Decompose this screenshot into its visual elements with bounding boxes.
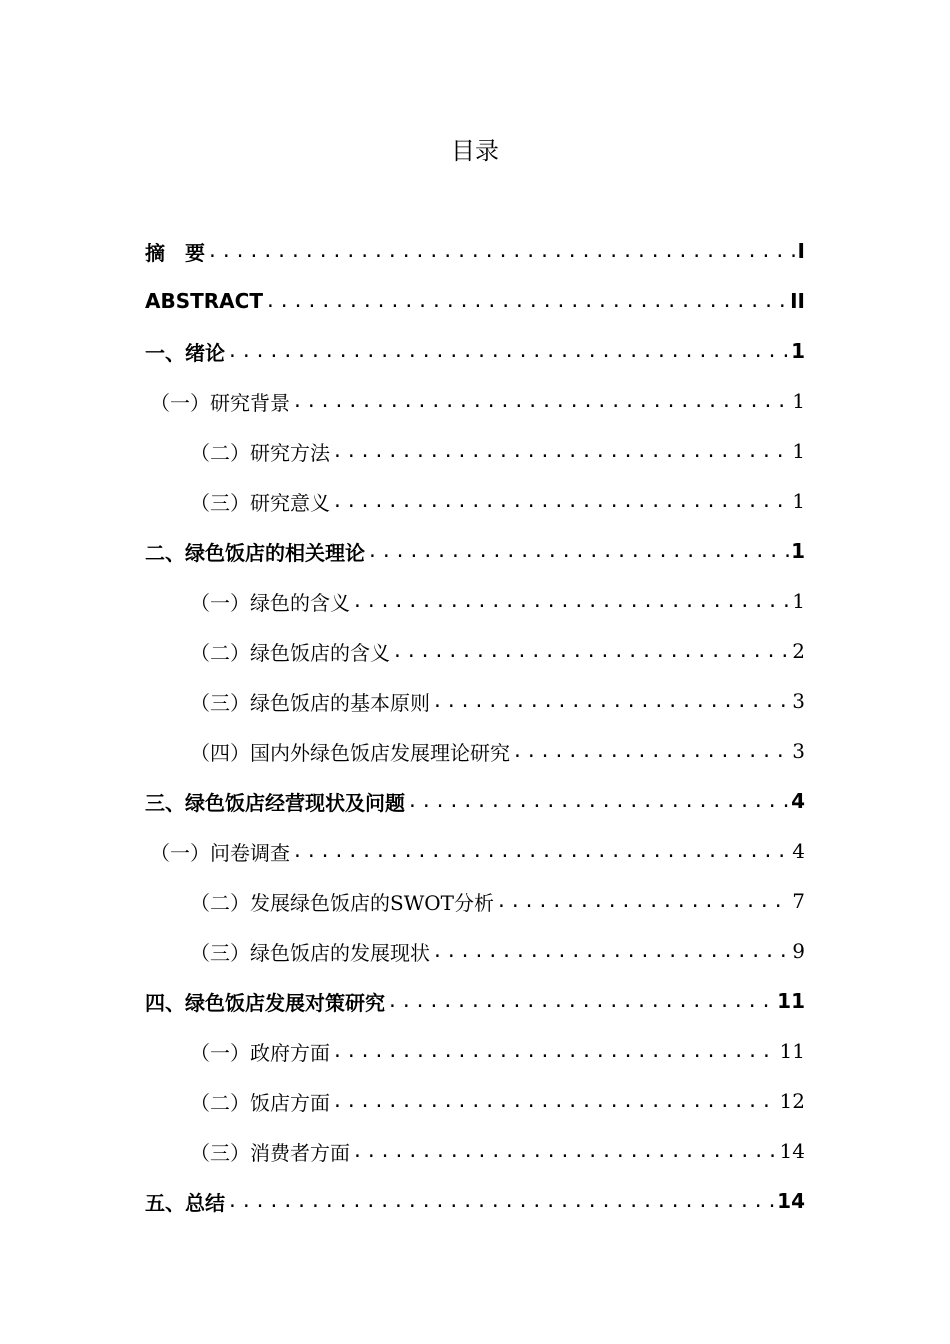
toc-page-number: 1: [792, 389, 805, 413]
toc-entry-label: 五、总结: [145, 1190, 225, 1215]
toc-entry-label: 四、绿色饭店发展对策研究: [145, 990, 385, 1015]
dot-leader: [352, 1141, 778, 1162]
toc-page-number: 2: [792, 639, 805, 663]
toc-page-number: 9: [792, 939, 805, 963]
dot-leader: [352, 591, 790, 612]
dot-leader: [392, 641, 790, 662]
toc-entry[interactable]: [145, 1176, 805, 1226]
toc-entry-label: （二）绿色饭店的含义: [190, 640, 390, 665]
dot-leader: [292, 841, 790, 862]
toc-entry-label: （四）国内外绿色饭店发展理论研究: [190, 740, 510, 765]
toc-entry[interactable]: [190, 1026, 805, 1076]
toc-entry[interactable]: [150, 826, 805, 876]
dot-leader: [332, 491, 790, 512]
toc-entry[interactable]: [150, 376, 805, 426]
toc-page-number: 11: [779, 1039, 805, 1063]
toc-entry-label: （二）饭店方面: [190, 1090, 330, 1115]
toc-entry[interactable]: [190, 626, 805, 676]
toc-page-number: I: [797, 239, 805, 263]
toc-entry[interactable]: [190, 1076, 805, 1126]
toc-entry[interactable]: [145, 526, 805, 576]
toc-page-number: 4: [792, 839, 805, 863]
toc-entry-label: （一）研究背景: [150, 390, 290, 415]
toc-entry[interactable]: [190, 926, 805, 976]
toc-entry[interactable]: [145, 326, 805, 376]
toc-entry-label: （一）政府方面: [190, 1040, 330, 1065]
toc-page-number: 7: [792, 889, 805, 913]
toc-entry-label: 二、绿色饭店的相关理论: [145, 540, 365, 565]
toc-entry[interactable]: [190, 726, 805, 776]
toc-entry[interactable]: [190, 476, 805, 526]
toc-entry-label: （一）问卷调查: [150, 840, 290, 865]
toc-entry[interactable]: [145, 276, 805, 326]
toc-page-number: II: [790, 289, 805, 313]
dot-leader: [407, 791, 789, 812]
toc-page-number: 14: [777, 1189, 805, 1213]
dot-leader: [207, 241, 796, 262]
dot-leader: [512, 741, 790, 762]
dot-leader: [367, 541, 789, 562]
dot-leader: [332, 1041, 778, 1062]
toc-entry[interactable]: [190, 426, 805, 476]
dot-leader: [332, 1091, 778, 1112]
toc-page-number: 3: [792, 689, 805, 713]
dot-leader: [227, 341, 789, 362]
toc-page-number: 4: [791, 789, 805, 813]
toc-page-number: 1: [792, 439, 805, 463]
toc-entry[interactable]: [190, 876, 805, 926]
toc-entry-label: （三）绿色饭店的发展现状: [190, 940, 430, 965]
toc-entry-label: 一、绪论: [145, 340, 225, 365]
toc-entry-label: （三）消费者方面: [190, 1140, 350, 1165]
toc-page-number: 1: [792, 489, 805, 513]
toc-entry[interactable]: [145, 776, 805, 826]
toc-page-number: 12: [779, 1089, 805, 1113]
toc-entry-label: ABSTRACT: [145, 289, 263, 313]
dot-leader: [432, 691, 790, 712]
dot-leader: [227, 1191, 775, 1212]
toc-entry-label: 三、绿色饭店经营现状及问题: [145, 790, 405, 815]
toc-page-number: 3: [792, 739, 805, 763]
dot-leader: [292, 391, 790, 412]
toc-entry[interactable]: [190, 1126, 805, 1176]
toc-entry-label: 摘 要: [145, 240, 205, 265]
toc-page-number: 14: [779, 1139, 805, 1163]
toc-page-number: 11: [777, 989, 805, 1013]
toc-entry[interactable]: [145, 226, 805, 276]
toc-page-number: 1: [791, 539, 805, 563]
dot-leader: [432, 941, 790, 962]
toc-entry-label: （二）发展绿色饭店的SWOT分析: [190, 890, 494, 915]
toc-entry-label: （二）研究方法: [190, 440, 330, 465]
toc-entry-label: （三）研究意义: [190, 490, 330, 515]
dot-leader: [332, 441, 790, 462]
toc-entry-label: （一）绿色的含义: [190, 590, 350, 615]
dot-leader: [265, 291, 788, 312]
toc-entry[interactable]: [145, 976, 805, 1026]
toc-entry[interactable]: [190, 676, 805, 726]
toc-entry-label: （三）绿色饭店的基本原则: [190, 690, 430, 715]
toc-page-number: 1: [792, 589, 805, 613]
dot-leader: [496, 891, 790, 912]
toc-page-number: 1: [791, 339, 805, 363]
toc-title: 目录: [451, 137, 499, 165]
dot-leader: [387, 991, 775, 1012]
toc-entry[interactable]: [190, 576, 805, 626]
